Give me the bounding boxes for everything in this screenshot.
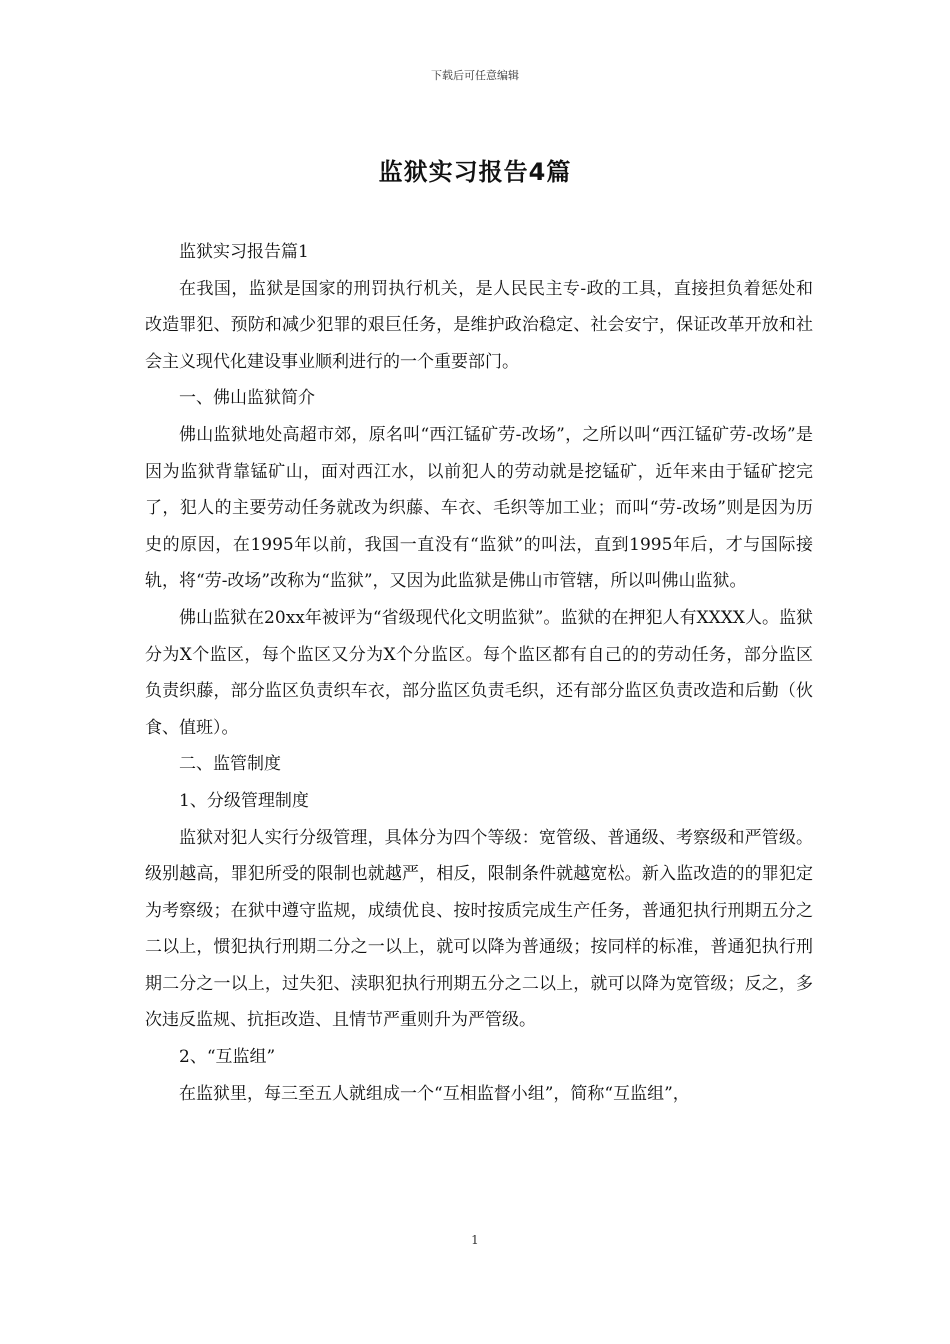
section-heading: 二、监管制度 (179, 754, 281, 775)
subsection-heading: 2、“互监组” (179, 1047, 276, 1068)
body-paragraph: 在监狱里，每三至五人就组成一个“互相监督小组”，简称“互监组”， (179, 1083, 690, 1104)
subsection-heading: 1、分级管理制度 (179, 790, 309, 811)
page-header: 下载后可任意编辑 (431, 69, 519, 82)
document-title: 监狱实习报告4篇 (378, 158, 572, 186)
body-paragraph: 监狱对犯人实行分级管理，具体分为四个等级：宽管级、普通级、考察级和严管级。级别越高，罪犯所受的限制也就越严，相反，限制条件就越宽松。新入监改造的的罪犯定为考察级；在狱中遵守监规，成绩优良、按时按质完成生产任务，普通犯执行刑期五分之二以上，惯犯执行刑期二分之一以上，就可以降为普通级；按同样的标准，普通犯执行刑期二分之一以上，过失犯、渎职犯执行刑期五分之二以上，就可以降为宽管级；反之，多次违反监规、抗拒改造、且情节严重则升为严管级。 (145, 827, 813, 1031)
section-heading: 监狱实习报告篇1 (179, 242, 309, 262)
section-heading: 一、佛山监狱简介 (179, 388, 315, 409)
body-paragraph: 佛山监狱地处高超市郊，原名叫“西江锰矿劳-改场”，之所以叫“西江锰矿劳-改场”是因为监狱背靠锰矿山，面对西江水，以前犯人的劳动就是挖锰矿，近年来由于锰矿挖完了，犯人的主要劳动任务就改为织藤、车衣、毛织等加工业；而叫“劳-改场”则是因为历史的原因，在1995年以前，我国一直没有“监狱”的叫法，直到1995年后，才与国际接轨，将“劳-改场”改称为“监狱”，又因为此监狱是佛山市管辖，所以叫佛山监狱。 (145, 424, 813, 592)
document-body (145, 234, 813, 1112)
body-paragraph: 在我国，监狱是国家的刑罚执行机关，是人民民主专-政的工具，直接担负着惩处和改造罪犯、预防和减少犯罪的艰巨任务，是维护政治稳定、社会安宁，保证改革开放和社会主义现代化建设事业顺利进行的一个重要部门。 (145, 278, 813, 372)
body-paragraph: 佛山监狱在20xx年被评为“省级现代化文明监狱”。监狱的在押犯人有XXXX人。监狱分为X个监区，每个监区又分为X个分监区。每个监区都有自己的的劳动任务，部分监区负责织藤，部分监区负责织车衣，部分监区负责毛织，还有部分监区负责改造和后勤（伙食、值班）。 (145, 607, 813, 738)
page-number: 1 (471, 1233, 479, 1247)
